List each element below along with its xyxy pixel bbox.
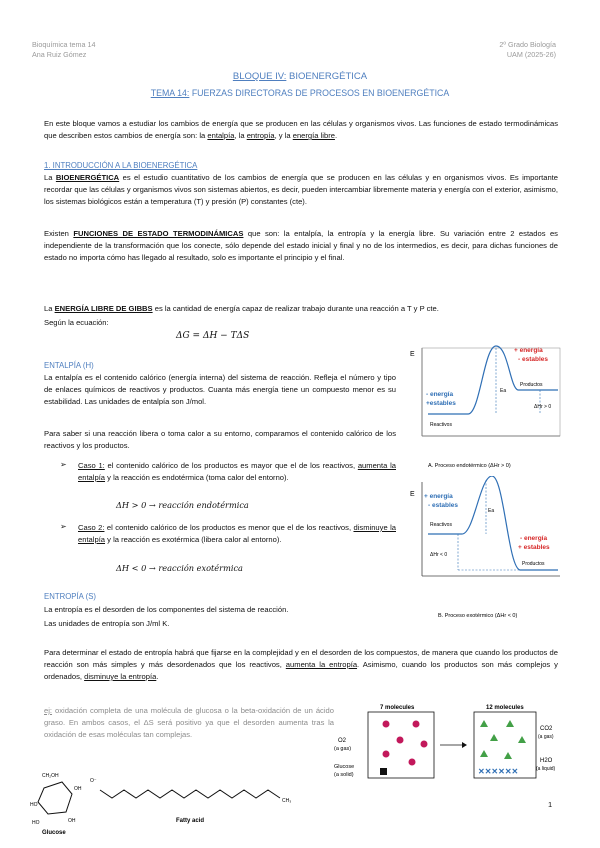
glucose-oh-label: OH: [68, 818, 76, 824]
exothermic-caption: B. Proceso exotérmico (ΔHr < 0): [438, 613, 518, 619]
intro-sep1: , la: [234, 131, 245, 140]
header-subject: Bioquímica tema 14: [32, 40, 96, 49]
glucose-oh2-label: OH: [74, 786, 82, 792]
co2-molecule: [506, 720, 514, 727]
glucose-label: Glucose: [334, 764, 355, 770]
enthalpy-paragraph: La entalpía es el contenido calórico (energía interna) del sistema de reacción. Refleja el número y tipo de enlaces químicos de reactivos y productos. Cuanta más energía tiene un compuesto menor es su estabilidad. Las unidades de entalpía son J/mol.: [44, 373, 396, 406]
high-stability-label: + estables: [518, 544, 550, 551]
term-gibbs: ENERGÍA LIBRE DE GIBBS: [54, 304, 153, 313]
co2-molecule: [504, 752, 512, 759]
h2o-state: (a liquid): [536, 766, 556, 772]
intro-paragraph: [44, 118, 558, 142]
case2-label: Caso 2:: [78, 523, 105, 532]
entropy-heading: ENTROPÍA (S): [44, 592, 96, 601]
gibbs-paragraph: [44, 303, 558, 315]
case1-text-b: y la reacción es endotérmica (toma calor del entorno).: [107, 473, 289, 482]
glucose-ch2oh-label: CH₂OH: [42, 773, 59, 779]
entropy-example: [44, 705, 334, 741]
case2-underline: disminuye la entalpía: [78, 523, 396, 544]
co2-molecule: [480, 720, 488, 727]
intro-sep2: , y la: [274, 131, 291, 140]
methyl-label: CH₃: [282, 798, 292, 804]
enthalpy-compare-paragraph: Para saber si una reacción libera o toma calor a su entorno, comparamos el contenido calórico de los reactivos y los productos.: [44, 429, 396, 450]
case1-equation: ΔH > 0 → reacción endotérmica: [116, 500, 249, 510]
glucose-ho-label: HO: [30, 802, 38, 808]
intro-end: .: [334, 131, 338, 140]
entropy-text-a: Para determinar el estado de entropía habrá que fijarse en la complejidad y en el desorden de los compuestos, de manera que cuando los productos de reacción son más simples y más desordenados que los reactivos,: [44, 648, 558, 669]
bioenergetica-paragraph: [44, 172, 558, 208]
o2-state: (a gas): [334, 746, 352, 752]
case2-paragraph: [78, 522, 396, 546]
glucose-state: (a solid): [334, 772, 354, 778]
high-energy-label: + energía: [424, 493, 453, 500]
co2-label: CO2: [540, 726, 553, 732]
reactants-label: Reactivos: [430, 522, 452, 528]
glucose-ring: [38, 782, 72, 814]
reactants-label: Reactivos: [430, 422, 452, 428]
entropy-text-c: .: [156, 672, 159, 681]
axis-e: E: [410, 491, 415, 498]
water-molecules: ✕✕✕✕✕✕: [478, 767, 519, 776]
block-name: BIOENERGÉTICA: [289, 71, 368, 82]
co2-molecule: [490, 734, 498, 741]
low-energy-label: - energía: [520, 535, 548, 542]
intro-text: En este bloque vamos a estudiar los cambios de energía que se producen en las células y organismos vivos. Las funciones de estado termodinámicas que describen estos cambios de energía son: la: [44, 119, 558, 140]
example-label: ej:: [44, 706, 53, 715]
fatty-acid-caption: Fatty acid: [176, 818, 205, 824]
enthalpy-heading: ENTALPÍA (H): [44, 361, 94, 370]
carboxyl-label: O⁻: [90, 778, 97, 784]
endothermic-diagram: [400, 340, 570, 470]
gibbs-equation: ΔG = ΔH − TΔS: [176, 331, 250, 341]
exothermic-diagram: [400, 476, 570, 622]
p2-start: Existen: [44, 229, 69, 238]
o2-label: O2: [338, 738, 347, 744]
block-label: BLOQUE IV:: [232, 71, 287, 82]
ea-label: Ea: [488, 508, 495, 514]
dh-label: ΔHr < 0: [430, 552, 448, 558]
case2-text-b: y la reacción es exotérmica (libera calor al entorno).: [107, 535, 282, 544]
low-stability-label: - estables: [428, 502, 458, 509]
dh-label: ΔHr > 0: [534, 404, 552, 410]
p1-rest: es el estudio cuantitativo de los cambios de energía que se producen en las células y en organismos vivos. Es importante recordar que las células y organismos vivos son sistemas abiertos, es decir, pueden intercambiar libremente materia y energía con el exterior, asimismo, los sistemas biológicos están a temperatura (T) y presión (P) constantes (cte).: [44, 173, 558, 206]
low-energy-label: - energía: [426, 391, 454, 398]
entropy-decrease: disminuye la entropía: [84, 672, 157, 681]
high-stability-label: +estables: [426, 400, 456, 407]
entropy-increase: aumenta la entropía: [285, 660, 358, 669]
o2-molecule: [413, 721, 420, 728]
endothermic-caption: A. Proceso endotérmico (ΔHr > 0): [428, 463, 511, 469]
topic-title: [0, 88, 600, 98]
case1-text-a: el contenido calórico de los productos es mayor que el de los reactivos,: [107, 461, 356, 470]
topic-label: TEMA 14:: [150, 88, 190, 98]
case1-label: Caso 1:: [78, 461, 105, 470]
example-text: oxidación completa de una molécula de glucosa o la beta-oxidación de un ácido graso. En ambos casos, el ΔS será positivo ya que el desorden aumenta tras la oxidación de esas moléculas tan complejas.: [44, 706, 334, 739]
glucose-caption: Glucose: [42, 830, 66, 836]
case1-paragraph: [78, 460, 396, 484]
molecules-figure: [334, 700, 558, 784]
term-bioenergetica: BIOENERGÉTICA: [55, 173, 120, 182]
p1-start: La: [44, 173, 53, 182]
entropy-units: Las unidades de entropía son J/ml K.: [44, 619, 170, 628]
products-label: Productos: [522, 561, 545, 567]
reaction-arrow-head: [462, 742, 467, 748]
o2-molecule: [383, 751, 390, 758]
term-entropia: entropía: [246, 131, 275, 140]
entropy-definition: La entropía es el desorden de los componentes del sistema de reacción.: [44, 605, 289, 614]
o2-molecule: [421, 741, 428, 748]
co2-state: (a gas): [538, 734, 554, 740]
header-right: [499, 40, 556, 60]
co2-molecule: [480, 750, 488, 757]
equation-label: Según la ecuación:: [44, 318, 109, 327]
structures-figure: [30, 768, 320, 840]
header-university: UAM (2025-26): [506, 50, 556, 59]
page-number: 1: [548, 800, 553, 809]
p2-rest: que son: la entalpía, la entropía y la energía libre. Su variación entre 2 estados es independiente de la transformación que los conecte, sólo depende del estado inicial y final y no de los intermedios, es decir, para dichas funciones de estado no importa cómo has llegado al resultado, solo es importante el principio y el final.: [44, 229, 558, 262]
term-funciones-estado: FUNCIONES DE ESTADO TERMODINÁMICAS: [73, 229, 244, 238]
case1-underline: aumenta la entalpía: [78, 461, 396, 482]
p3-rest: es la cantidad de energía capaz de realizar trabajo durante una reacción a T y P cte.: [154, 304, 439, 313]
case2-text-a: el contenido calórico de los productos es menor que el de los reactivos,: [106, 523, 352, 532]
co2-molecule: [518, 736, 526, 743]
left-box-title: 7 molecules: [380, 705, 415, 711]
arrow-bullet-1: ➢: [60, 460, 67, 469]
glucose-solid: [380, 768, 387, 775]
p3-start: La: [44, 304, 53, 313]
o2-molecule: [409, 759, 416, 766]
glucose-ho2-label: HO: [32, 820, 40, 826]
case2-equation: ΔH < 0 → reacción exotérmica: [116, 563, 243, 573]
ea-label: Ea: [500, 388, 507, 394]
h2o-label: H2O: [540, 758, 553, 764]
axis-e: E: [410, 351, 415, 358]
products-label: Productos: [520, 382, 543, 388]
term-energia-libre: energía libre: [292, 131, 335, 140]
low-stability-label: - estables: [518, 356, 548, 363]
entropy-paragraph: [44, 647, 558, 683]
arrow-bullet-2: ➢: [60, 522, 67, 531]
right-box-title: 12 molecules: [486, 705, 524, 711]
header-course: 2º Grado Biología: [499, 40, 556, 49]
o2-molecule: [383, 721, 390, 728]
header-left: [32, 40, 96, 60]
block-title: [0, 71, 600, 82]
funciones-estado-paragraph: [44, 228, 558, 264]
o2-molecule: [397, 737, 404, 744]
high-energy-label: + energía: [514, 347, 543, 354]
topic-name: FUERZAS DIRECTORAS DE PROCESOS EN BIOENERGÉTICA: [191, 88, 450, 98]
term-entalpia: entalpía: [207, 131, 235, 140]
header-author: Ana Ruiz Gómez: [32, 50, 87, 59]
entropy-text-b: . Asimismo, cuando los productos son más complejos y ordenados,: [44, 660, 558, 681]
fatty-acid-chain: [100, 790, 280, 798]
section1-heading: 1. INTRODUCCIÓN A LA BIOENERGÉTICA: [44, 161, 198, 170]
